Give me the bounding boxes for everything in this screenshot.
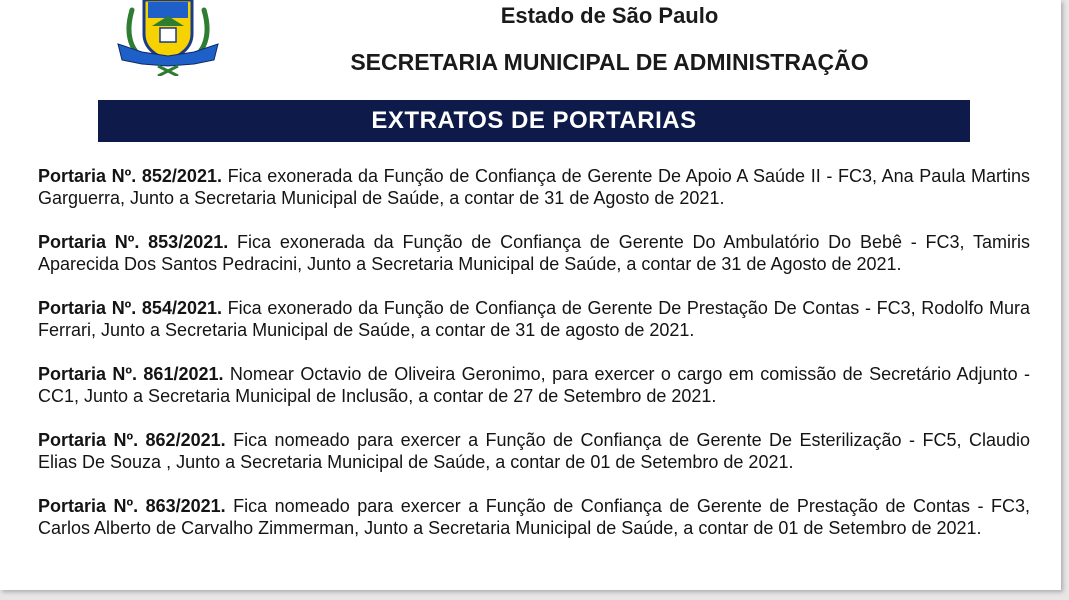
portaria-text: Fica exonerada da Função de Confiança de Gerente De Apoio A Saúde II - FC3, Ana Paula Martins Garguerra, Junto a Secretaria Municipal de Saúde, a contar de 31 de Agosto de 2021. bbox=[38, 166, 1030, 208]
portaria-entry bbox=[38, 363, 1030, 407]
portaria-text: Fica nomeado para exercer a Função de Confiança de Gerente De Esterilização - FC5, Claudio Elias De Souza , Junto a Secretaria Municipal de Saúde, a contar de 01 de Setembro de 2021. bbox=[38, 430, 1031, 472]
portaria-text: Fica nomeado para exercer a Função de Confiança de Gerente de Prestação de Contas - FC3, Carlos Alberto de Carvalho Zimmerman, Junto a Secretaria Municipal de Saúde, a contar de 01 de Setembro de 2021. bbox=[38, 496, 1030, 538]
portaria-number: Portaria Nº. 861/2021. bbox=[38, 364, 224, 384]
portaria-number: Portaria Nº. 854/2021. bbox=[38, 298, 223, 318]
portaria-entry bbox=[38, 495, 1030, 539]
portaria-number: Portaria Nº. 863/2021. bbox=[38, 496, 226, 516]
portaria-text: Nomear Octavio de Oliveira Geronimo, para exercer o cargo em comissão de Secretário Adjunto - CC1, Junto a Secretaria Municipal de Inclusão, a contar de 27 de Setembro de 2021. bbox=[38, 364, 1030, 406]
portaria-text: Fica exonerado da Função de Confiança de Gerente De Prestação De Contas - FC3, Rodolfo Mura Ferrari, Junto a Secretaria Municipal de Saúde, a contar de 31 de agosto de 2021. bbox=[38, 298, 1031, 340]
state-title: Estado de São Paulo bbox=[500, 3, 719, 28]
portaria-number: Portaria Nº. 852/2021. bbox=[38, 166, 222, 186]
portaria-entry bbox=[38, 297, 1030, 341]
portaria-list bbox=[38, 165, 1030, 561]
portaria-number: Portaria Nº. 853/2021. bbox=[38, 232, 229, 252]
portaria-entry bbox=[38, 231, 1030, 275]
portaria-number: Portaria Nº. 862/2021. bbox=[38, 430, 226, 450]
section-banner: EXTRATOS DE PORTARIAS bbox=[98, 100, 970, 142]
portaria-entry bbox=[38, 429, 1030, 473]
portaria-entry bbox=[38, 165, 1030, 209]
secretariat-title: SECRETARIA MUNICIPAL DE ADMINISTRAÇÃO bbox=[350, 49, 869, 75]
portaria-text: Fica exonerada da Função de Confiança de Gerente Do Ambulatório Do Bebê - FC3, Tamiris Aparecida Dos Santos Pedracini, Junto a Secretaria Municipal de Saúde, a contar de 31 de Agosto de 2021. bbox=[38, 232, 1030, 274]
